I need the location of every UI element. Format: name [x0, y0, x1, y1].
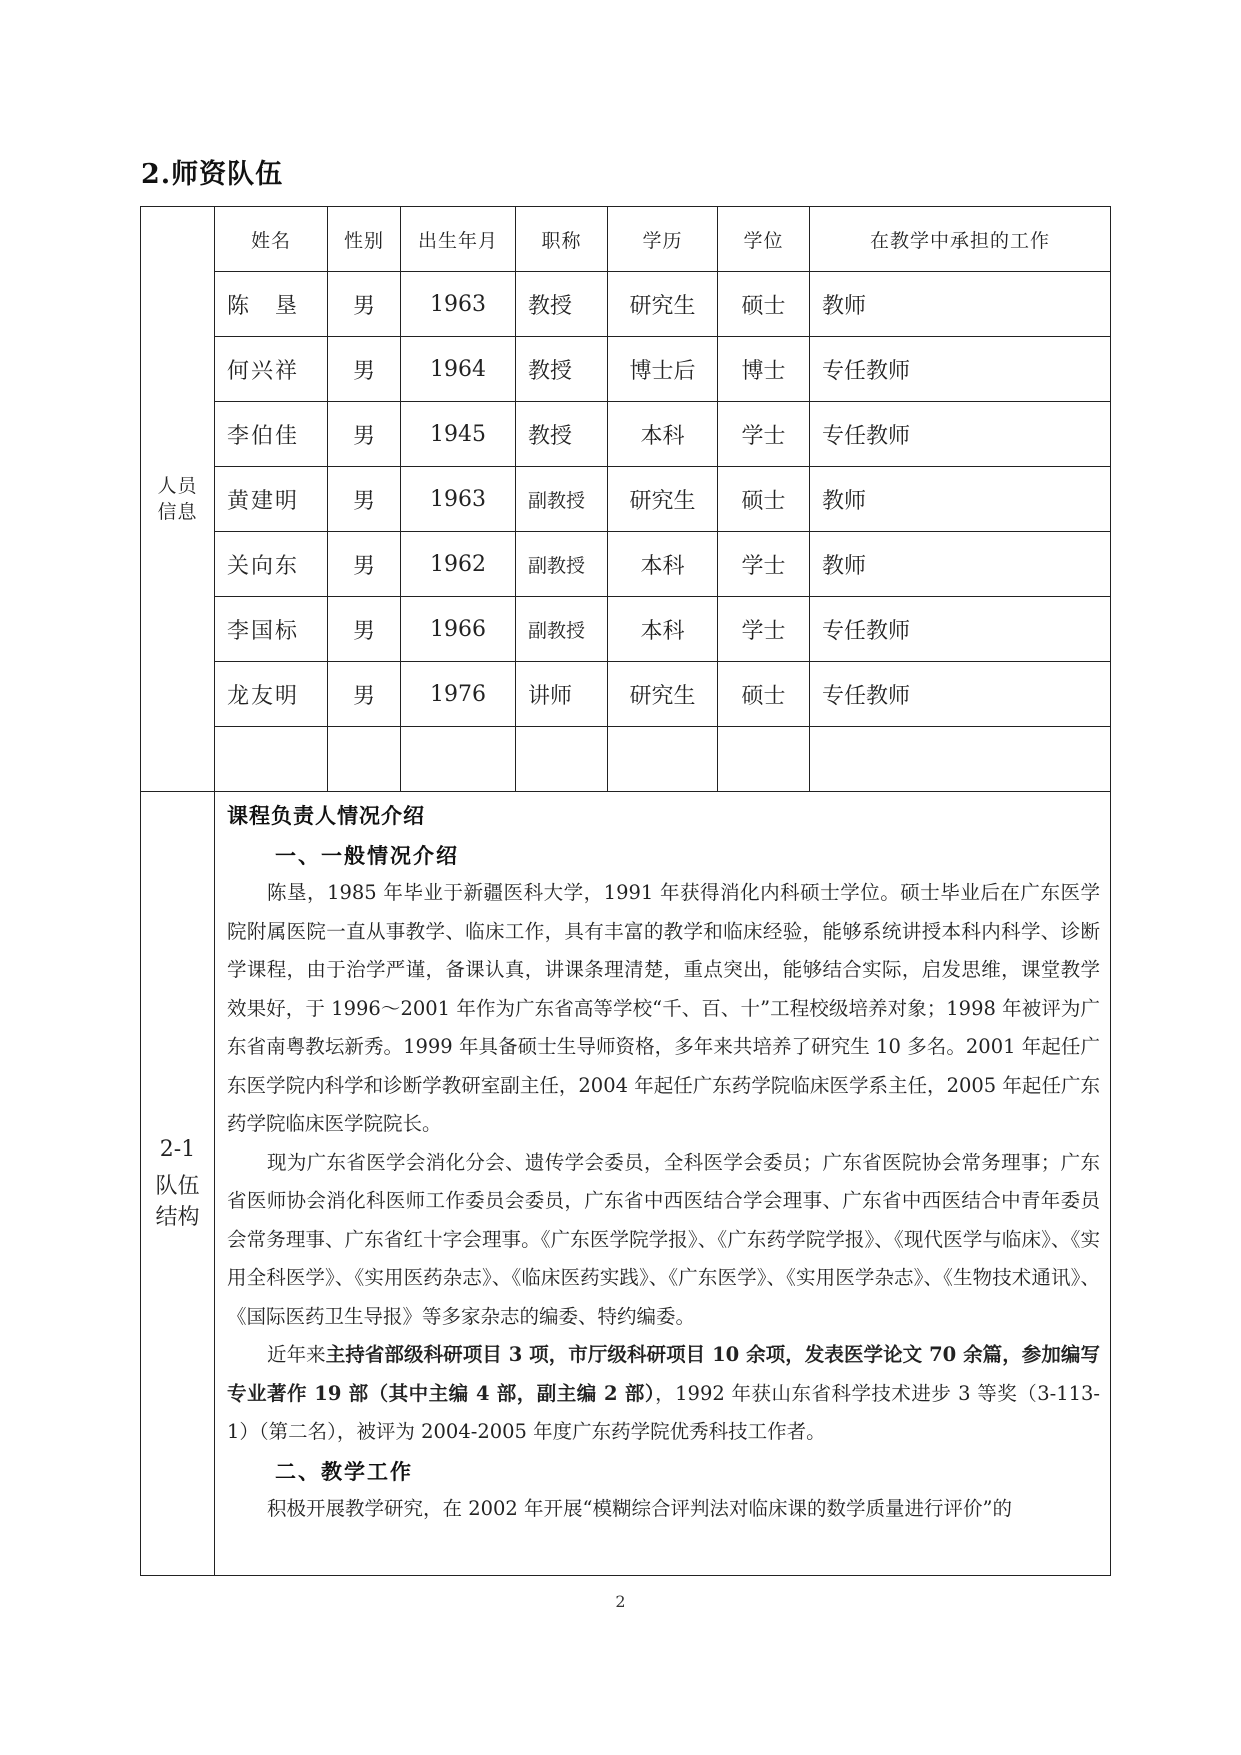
cell-birth: 1966 [401, 597, 516, 662]
cell-birth: 1963 [401, 272, 516, 337]
header-education: 学历 [608, 207, 718, 272]
cell-gender: 男 [328, 337, 401, 402]
intro-subheading-teaching: 二、教学工作 [275, 1458, 413, 1484]
page-number: 2 [615, 1592, 626, 1611]
header-name: 姓名 [215, 207, 328, 272]
section-title: 2.师资队伍 [141, 159, 284, 190]
cell-work: 专任教师 [810, 402, 1111, 467]
intro-subheading-general: 一、一般情况介绍 [275, 843, 459, 868]
cell-degree: 硕士 [718, 662, 810, 727]
side-label-personnel [141, 207, 215, 792]
cell-gender: 男 [328, 272, 401, 337]
side-label-text: 人员 信息 [157, 475, 198, 523]
table-row [141, 597, 1111, 662]
cell-work: 教师 [810, 532, 1111, 597]
cell-work: 专任教师 [810, 662, 1111, 727]
cell-birth: 1976 [401, 662, 516, 727]
staff-table [140, 206, 1111, 1576]
header-birth: 出生年月 [401, 207, 516, 272]
table-header-row [141, 207, 1111, 272]
header-degree: 学位 [718, 207, 810, 272]
cell-degree: 学士 [718, 532, 810, 597]
empty-cell [328, 727, 401, 792]
cell-gender: 男 [328, 467, 401, 532]
cell-degree: 学士 [718, 402, 810, 467]
intro-paragraph-research [227, 1336, 1100, 1452]
empty-cell [215, 727, 328, 792]
cell-work: 教师 [810, 272, 1111, 337]
cell-work: 专任教师 [810, 337, 1111, 402]
intro-paragraph: 陈垦，1985 年毕业于新疆医科大学，1991 年获得消化内科硕士学位。硕士毕业后在广东医学院附属医院一直从事教学、临床工作，具有丰富的教学和临床经验，能够系统讲授本科内科学、诊断学课程，由于治学严谨，备课认真，讲课条理清楚，重点突出，能够结合实际，启发思维，课堂教学效果好，于 1996～2001 年作为广东省高等学校“千、百、十”工程校级培养对象；1998 年被评为广东省南粤教坛新秀。1999 年具备硕士生导师资格，多年来共培养了研究生 10 多名。2001 年起任广东医学院内科学和诊断学教研室副主任，2004 年起任广东药学院临床医学系主任，2005 年起任广东药学院临床医学院院长。 [227, 881, 1100, 1135]
cell-title: 教授 [516, 337, 608, 402]
intro-row [141, 792, 1111, 1576]
cell-work: 专任教师 [810, 597, 1111, 662]
intro-heading: 课程负责人情况介绍 [227, 803, 425, 828]
intro-paragraph: 现为广东省医学会消化分会、遗传学会委员，全科医学会委员；广东省医院协会常务理事；广东省医师协会消化科医师工作委员会委员，广东省中西医结合学会理事、广东省中西医结合中青年委员会常务理事、广东省红十字会理事。《广东医学院学报》、《广东药学院学报》、《现代医学与临床》、《实用全科医学》、《实用医药杂志》、《临床医药实践》、《广东医学》、《实用医学杂志》、《生物技术通讯》、《国际医药卫生导报》等多家杂志的编委、特约编委。 [227, 1150, 1100, 1328]
cell-education: 研究生 [608, 662, 718, 727]
cell-education: 本科 [608, 597, 718, 662]
empty-cell [810, 727, 1111, 792]
cell-title: 教授 [516, 402, 608, 467]
cell-gender: 男 [328, 532, 401, 597]
cell-degree: 博士 [718, 337, 810, 402]
cell-birth: 1964 [401, 337, 516, 402]
cell-name: 李国标 [215, 597, 328, 662]
research-post: ，1992 年获山东省科学技术进步 3 等奖（3-113-1）（第二名），被评为 2004-2005 年度广东药学院优秀科技工作者。 [227, 1381, 1100, 1443]
cell-education: 本科 [608, 532, 718, 597]
side-label-code: 2-1 [159, 1137, 196, 1162]
cell-name: 何兴祥 [215, 337, 328, 402]
leader-intro-cell [215, 792, 1111, 1576]
header-work: 在教学中承担的工作 [810, 207, 1111, 272]
research-pre: 近年来 [267, 1343, 326, 1366]
cell-gender: 男 [328, 662, 401, 727]
table-row [141, 467, 1111, 532]
table-row [141, 662, 1111, 727]
cell-degree: 学士 [718, 597, 810, 662]
side-label-team-structure [141, 792, 215, 1576]
header-title: 职称 [516, 207, 608, 272]
cell-title: 副教授 [516, 532, 608, 597]
cell-degree: 硕士 [718, 467, 810, 532]
table-row [141, 272, 1111, 337]
cell-title: 教授 [516, 272, 608, 337]
cell-education: 本科 [608, 402, 718, 467]
cell-education: 研究生 [608, 272, 718, 337]
cell-name: 黄建明 [215, 467, 328, 532]
table-row [141, 532, 1111, 597]
empty-cell [516, 727, 608, 792]
empty-cell [718, 727, 810, 792]
cell-name: 李伯佳 [215, 402, 328, 467]
cell-birth: 1962 [401, 532, 516, 597]
cell-degree: 硕士 [718, 272, 810, 337]
cell-gender: 男 [328, 402, 401, 467]
cell-education: 研究生 [608, 467, 718, 532]
cell-education: 博士后 [608, 337, 718, 402]
intro-paragraph: 积极开展教学研究，在 2002 年开展“模糊综合评判法对临床课的数学质量进行评价”的 [267, 1496, 1012, 1520]
empty-cell [401, 727, 516, 792]
cell-title: 讲师 [516, 662, 608, 727]
cell-birth: 1963 [401, 467, 516, 532]
cell-name: 关向东 [215, 532, 328, 597]
cell-title: 副教授 [516, 467, 608, 532]
cell-gender: 男 [328, 597, 401, 662]
table-row-empty [141, 727, 1111, 792]
empty-cell [608, 727, 718, 792]
table-row [141, 337, 1111, 402]
cell-work: 教师 [810, 467, 1111, 532]
side-label-line2: 结构 [155, 1205, 200, 1230]
cell-name: 龙友明 [215, 662, 328, 727]
cell-title: 副教授 [516, 597, 608, 662]
cell-name: 陈 垦 [215, 272, 328, 337]
header-gender: 性别 [328, 207, 401, 272]
cell-birth: 1945 [401, 402, 516, 467]
table-row [141, 402, 1111, 467]
side-label-line1: 队伍 [155, 1174, 200, 1199]
research-highlight: 主持省部级科研项目 3 项，市厅级科研项目 10 余项，发表医学论文 70 余篇，参加编写专业著作 19 部（其中主编 4 部，副主编 2 部） [227, 1343, 1100, 1405]
